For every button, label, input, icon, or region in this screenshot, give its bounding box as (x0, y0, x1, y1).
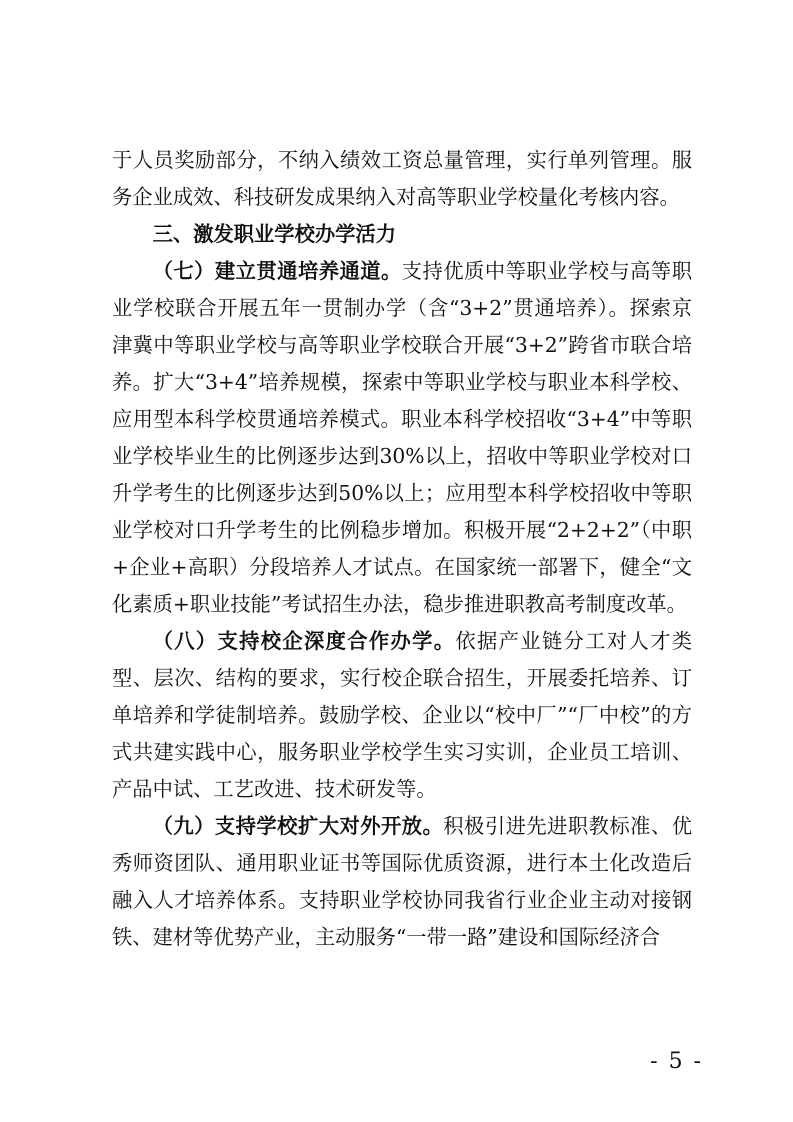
document-body (112, 142, 692, 956)
paragraph-item-7 (112, 253, 692, 623)
section-heading: 三、激发职业学校办学活力 (152, 222, 396, 246)
item-7-body: 支持优质中等职业学校与高等职业学校联合开展五年一贯制办学（含“3+2”贯通培养）。探索京津冀中等职业学校与高等职业学校联合开展“3+2”跨省市联合培养。扩大“3+4”培养规模，探索中等职业学校与职业本科学校、应用型本科学校贯通培养模式。职业本科学校招收“3+4”中等职业学校毕业生的比例逐步达到30%以上，招收中等职业学校对口升学考生的比例逐步达到50%以上；应用型本科学校招收中等职业学校对口升学考生的比例稳步增加。积极开展“2+2+2”（中职+企业+高职）分段培养人才试点。在国家统一部署下，健全“文化素质+职业技能”考试招生办法，稳步推进职教高考制度改革。 (112, 259, 692, 616)
item-9-body: 积极引进先进职教标准、优秀师资团队、通用职业证书等国际优质资源，进行本土化改造后融入人才培养体系。支持职业学校协同我省行业企业主动对接钢铁、建材等优势产业，主动服务“一带一路”建设和国际经济合 (112, 814, 692, 949)
item-8-title: （八）支持校企深度合作办学。 (152, 629, 456, 653)
continuation-paragraph: 于人员奖励部分，不纳入绩效工资总量管理，实行单列管理。服务企业成效、科技研发成果纳入对高等职业学校量化考核内容。 (112, 148, 692, 209)
item-8-body: 依据产业链分工对人才类型、层次、结构的要求，实行校企联合招生，开展委托培养、订单培养和学徒制培养。鼓励学校、企业以“校中厂”“厂中校”的方式共建实践中心，服务职业学校学生实习实训，企业员工培训、产品中试、工艺改进、技术研发等。 (112, 629, 692, 801)
paragraph-item-9 (112, 808, 692, 956)
item-9-title: （九）支持学校扩大对外开放。 (152, 814, 444, 838)
paragraph-item-8 (112, 623, 692, 808)
item-7-title: （七）建立贯通培养通道。 (152, 259, 402, 283)
page-number: - 5 - (650, 1049, 703, 1074)
